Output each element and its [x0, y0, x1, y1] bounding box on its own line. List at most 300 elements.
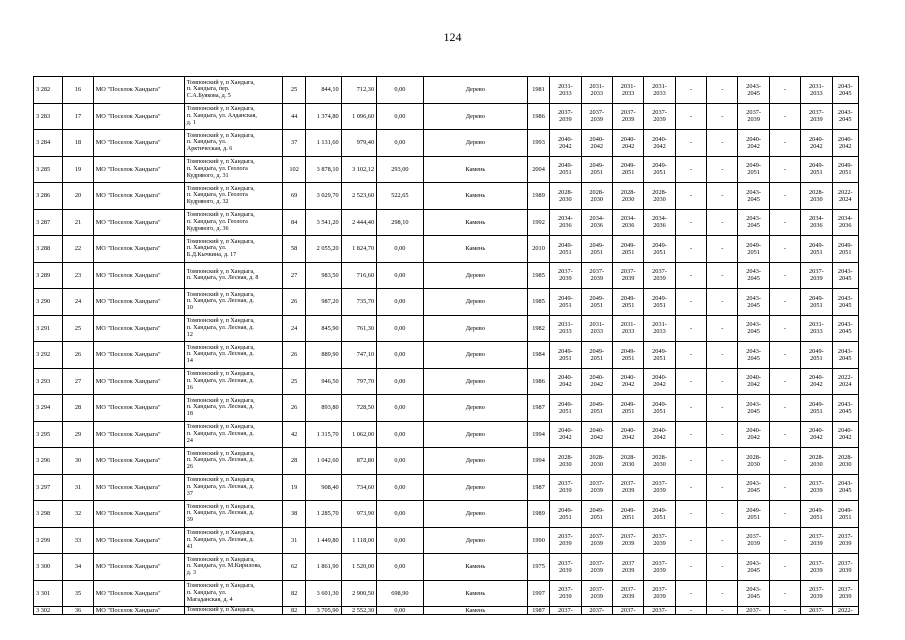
table-cell-mo: МО "Поселок Хандыга"	[93, 130, 184, 157]
table-cell-d2: -	[707, 607, 738, 615]
table-row	[34, 368, 859, 395]
table-cell-p5: 2043- 2045	[738, 209, 769, 236]
table-cell-p3: 2040- 2042	[612, 368, 643, 395]
table-cell-d3: -	[769, 130, 800, 157]
table-cell-mat: Дерево	[423, 448, 527, 475]
table-cell-d3: -	[769, 501, 800, 528]
table-cell-p4: 2028- 2030	[644, 183, 675, 210]
table-cell-p1: 2049- 2051	[550, 289, 581, 316]
table-cell-d2: -	[707, 236, 738, 263]
table-cell-d2: -	[707, 130, 738, 157]
table-cell-id: 3 292	[34, 342, 63, 369]
table-cell-area3: 0,00	[377, 474, 424, 501]
table-cell-d3: -	[769, 474, 800, 501]
table-cell-p2: 2049- 2051	[581, 156, 612, 183]
table-row	[34, 183, 859, 210]
table-cell-p7: 2043- 2045	[832, 289, 858, 316]
table-cell-addr: Томпонский у, п Хандыга, п. Хандыга, ул. Алданская, д. 1	[184, 103, 282, 130]
table-cell-mo: МО "Поселок Хандыга"	[93, 554, 184, 581]
table-cell-p1: 2037- 2039	[550, 474, 581, 501]
table-cell-p4: 2037- 2039	[644, 580, 675, 607]
table-cell-area: 893,80	[306, 395, 341, 422]
table-cell-d2: -	[707, 289, 738, 316]
table-cell-p3: 2034- 2036	[612, 209, 643, 236]
table-cell-p1: 2037-	[550, 607, 581, 615]
table-cell-area3: 0,00	[377, 77, 424, 104]
table-cell-area3: 0,00	[377, 262, 424, 289]
table-cell-addr: Томпонский у, п Хандыга, п. Хандыга, ул. Геолога Кудрявого, д. 36	[184, 209, 282, 236]
table-cell-p7: 2043- 2045	[832, 342, 858, 369]
table-cell-year: 1982	[527, 315, 549, 342]
table-cell-d3: -	[769, 395, 800, 422]
table-cell-d3: -	[769, 342, 800, 369]
table-cell-p3: 2049- 2051	[612, 236, 643, 263]
table-cell-p6: 2040- 2042	[801, 130, 832, 157]
table-cell-p7: 2043- 2045	[832, 103, 858, 130]
table-cell-p7: 2040- 2042	[832, 421, 858, 448]
table-cell-p7: 2049- 2051	[832, 156, 858, 183]
table-cell-area3: 698,90	[377, 580, 424, 607]
table-cell-p5: 2049- 2051	[738, 501, 769, 528]
table-cell-d1: -	[675, 607, 706, 615]
table-cell-p7: 2037- 2039	[832, 580, 858, 607]
table-cell-area2: 2 900,50	[341, 580, 376, 607]
table-cell-mat: Камень	[423, 183, 527, 210]
table-cell-floors: 27	[282, 262, 305, 289]
table-cell-mat: Дерево	[423, 262, 527, 289]
table-cell-p6: 2049- 2051	[801, 395, 832, 422]
table-cell-p5: 2043- 2045	[738, 474, 769, 501]
table-cell-mat: Дерево	[423, 368, 527, 395]
table-cell-mat: Дерево	[423, 103, 527, 130]
table-cell-addr: Томпонский у, п Хандыга, п. Хандыга, ул. Геолога Кудрявого, д. 31	[184, 156, 282, 183]
table-cell-area2: 716,60	[341, 262, 376, 289]
table-cell-id: 3 286	[34, 183, 63, 210]
table-cell-p6: 2049- 2051	[801, 236, 832, 263]
table-cell-addr: Томпонский у, п Хандыга, п. Хандыга, ул. Лесная, д. 12	[184, 315, 282, 342]
table-cell-p1: 2040- 2042	[550, 421, 581, 448]
table-row	[34, 103, 859, 130]
table-row	[34, 342, 859, 369]
table-cell-area: 3 705,90	[306, 607, 341, 615]
table-cell-id: 3 302	[34, 607, 63, 615]
table-cell-year: 1987	[527, 607, 549, 615]
table-cell-area2: 1 824,70	[341, 236, 376, 263]
table-cell-year: 1987	[527, 474, 549, 501]
table-cell-floors: 44	[282, 103, 305, 130]
table-cell-p3: 2040- 2042	[612, 130, 643, 157]
table-cell-area2: 1 118,00	[341, 527, 376, 554]
table-cell-d3: -	[769, 448, 800, 475]
table-cell-floors: 38	[282, 501, 305, 528]
table-cell-floors: 26	[282, 289, 305, 316]
table-cell-year: 1992	[527, 209, 549, 236]
table-cell-area2: 734,60	[341, 474, 376, 501]
table-cell-area2: 3 102,12	[341, 156, 376, 183]
table-cell-year: 1985	[527, 262, 549, 289]
table-cell-p6: 2028- 2030	[801, 448, 832, 475]
table-cell-p2: 2049- 2051	[581, 289, 612, 316]
table-cell-p1: 2037- 2039	[550, 262, 581, 289]
table-cell-id: 3 284	[34, 130, 63, 157]
table-cell-p5: 2028- 2030	[738, 448, 769, 475]
table-cell-d2: -	[707, 103, 738, 130]
table-cell-p4: 2040- 2042	[644, 130, 675, 157]
table-cell-area: 3 878,10	[306, 156, 341, 183]
table-cell-mat: Дерево	[423, 130, 527, 157]
table-cell-p5: 2037-	[738, 607, 769, 615]
table-cell-mo: МО "Поселок Хандыга"	[93, 607, 184, 615]
table-cell-p5: 2040- 2042	[738, 368, 769, 395]
table-cell-p1: 2049- 2051	[550, 156, 581, 183]
table-cell-area3: 0,00	[377, 103, 424, 130]
table-cell-n: 18	[63, 130, 93, 157]
table-cell-d2: -	[707, 77, 738, 104]
table-cell-year: 1975	[527, 554, 549, 581]
table-cell-p4: 2028- 2030	[644, 448, 675, 475]
table-cell-d3: -	[769, 183, 800, 210]
table-cell-n: 21	[63, 209, 93, 236]
table-cell-p2: 2037- 2039	[581, 262, 612, 289]
table-cell-p3: 2037- 2039	[612, 527, 643, 554]
table-cell-addr: Томпонский у, п Хандыга,	[184, 607, 282, 615]
table-cell-p5: 2049- 2051	[738, 236, 769, 263]
table-cell-floors: 82	[282, 607, 305, 615]
table-cell-p1: 2040- 2042	[550, 130, 581, 157]
table-cell-d1: -	[675, 448, 706, 475]
table-cell-mo: МО "Поселок Хандыга"	[93, 156, 184, 183]
table-cell-mat: Камень	[423, 236, 527, 263]
table-cell-d2: -	[707, 262, 738, 289]
table-cell-area3: 0,00	[377, 554, 424, 581]
table-cell-area3: 0,00	[377, 342, 424, 369]
table-cell-n: 35	[63, 580, 93, 607]
table-cell-p3: 2031- 2033	[612, 77, 643, 104]
table-cell-area3: 0,00	[377, 395, 424, 422]
table-row	[34, 130, 859, 157]
table-cell-p5: 2040- 2042	[738, 421, 769, 448]
table-cell-p2: 2031- 2033	[581, 315, 612, 342]
table-cell-area: 3 541,20	[306, 209, 341, 236]
table-cell-p7: 2049- 2051	[832, 501, 858, 528]
table-cell-p3: 2028- 2030	[612, 183, 643, 210]
table-cell-area3: 0,00	[377, 289, 424, 316]
table-cell-addr: Томпонский у, п Хандыга, п. Хандыга, ул. Б.Д.Кычкина, д. 17	[184, 236, 282, 263]
table-cell-area3: 0,00	[377, 607, 424, 615]
table-cell-area2: 2 444,40	[341, 209, 376, 236]
table-cell-mo: МО "Поселок Хандыга"	[93, 315, 184, 342]
table-cell-p4: 2031- 2033	[644, 315, 675, 342]
table-cell-d1: -	[675, 527, 706, 554]
table-cell-area: 3 029,70	[306, 183, 341, 210]
table-cell-p7: 2049- 2051	[832, 236, 858, 263]
table-cell-d3: -	[769, 103, 800, 130]
table-cell-floors: 84	[282, 209, 305, 236]
table-cell-year: 1981	[527, 77, 549, 104]
table-cell-p5: 2043- 2045	[738, 342, 769, 369]
table-cell-mo: МО "Поселок Хандыга"	[93, 77, 184, 104]
table-cell-id: 3 295	[34, 421, 63, 448]
table-cell-n: 30	[63, 448, 93, 475]
table-cell-p6: 2037- 2039	[801, 554, 832, 581]
table-cell-p7: 2037- 2039	[832, 527, 858, 554]
table-cell-year: 1985	[527, 289, 549, 316]
table-cell-p2: 2040- 2042	[581, 421, 612, 448]
table-cell-d3: -	[769, 315, 800, 342]
table-cell-d2: -	[707, 156, 738, 183]
table-cell-mo: МО "Поселок Хандыга"	[93, 527, 184, 554]
table-cell-p3: 2037- 2039	[612, 103, 643, 130]
table-cell-p1: 2037- 2039	[550, 527, 581, 554]
table-cell-p3: 2040- 2042	[612, 421, 643, 448]
table-cell-n: 25	[63, 315, 93, 342]
table-cell-p2: 2028- 2030	[581, 183, 612, 210]
table-cell-area2: 2 552,30	[341, 607, 376, 615]
table-cell-d1: -	[675, 474, 706, 501]
table-row	[34, 421, 859, 448]
table-cell-id: 3 282	[34, 77, 63, 104]
table-cell-d2: -	[707, 315, 738, 342]
table-cell-p7: 2040- 2042	[832, 130, 858, 157]
table-cell-year: 1993	[527, 130, 549, 157]
table-cell-p5: 2043- 2045	[738, 183, 769, 210]
table-cell-floors: 62	[282, 554, 305, 581]
table-cell-p1: 2037- 2039	[550, 103, 581, 130]
table-cell-mat: Дерево	[423, 289, 527, 316]
table-cell-addr: Томпонский у, п Хандыга, п. Хандыга, ул. М.Кирилова, д. 3	[184, 554, 282, 581]
table-row	[34, 554, 859, 581]
table-cell-n: 19	[63, 156, 93, 183]
table-cell-p2: 2031- 2033	[581, 77, 612, 104]
table-cell-addr: Томпонский у, п Хандыга, п. Хандыга, ул. Лесная, д. 37	[184, 474, 282, 501]
table-cell-year: 1994	[527, 421, 549, 448]
table-cell-mat: Дерево	[423, 395, 527, 422]
table-cell-d2: -	[707, 580, 738, 607]
table-cell-p7: 2034- 2036	[832, 209, 858, 236]
table-row	[34, 474, 859, 501]
table-cell-area: 1 042,60	[306, 448, 341, 475]
table-cell-p3: 2049- 2051	[612, 289, 643, 316]
table-cell-area2: 761,30	[341, 315, 376, 342]
table-cell-area2: 973,90	[341, 501, 376, 528]
table-cell-floors: 58	[282, 236, 305, 263]
table-cell-d3: -	[769, 368, 800, 395]
table-cell-p6: 2040- 2042	[801, 368, 832, 395]
table-cell-p6: 2040- 2042	[801, 421, 832, 448]
table-cell-n: 28	[63, 395, 93, 422]
table-cell-mat: Дерево	[423, 501, 527, 528]
table-cell-mo: МО "Поселок Хандыга"	[93, 421, 184, 448]
table-cell-d2: -	[707, 501, 738, 528]
table-cell-d2: -	[707, 554, 738, 581]
table-cell-p7: 2043- 2045	[832, 262, 858, 289]
table-cell-id: 3 297	[34, 474, 63, 501]
table-cell-d3: -	[769, 262, 800, 289]
table-row	[34, 77, 859, 104]
table-cell-area2: 712,30	[341, 77, 376, 104]
table-row	[34, 448, 859, 475]
table-cell-area3: 0,00	[377, 448, 424, 475]
table-cell-p4: 2037- 2039	[644, 103, 675, 130]
table-cell-p5: 2043- 2045	[738, 315, 769, 342]
table-cell-p5: 2040- 2042	[738, 130, 769, 157]
table-cell-d1: -	[675, 289, 706, 316]
table-cell-addr: Томпонский у, п Хандыга, п. Хандыга, ул. Геолога Кудрявого, д. 32	[184, 183, 282, 210]
table-cell-mat: Дерево	[423, 527, 527, 554]
table-cell-p3: 2049- 2051	[612, 501, 643, 528]
table-cell-year: 2004	[527, 156, 549, 183]
table-cell-mat: Камень	[423, 209, 527, 236]
table-cell-p1: 2031- 2033	[550, 77, 581, 104]
table-cell-p1: 2031- 2033	[550, 315, 581, 342]
table-cell-n: 23	[63, 262, 93, 289]
table-cell-id: 3 300	[34, 554, 63, 581]
table-cell-p1: 2028- 2030	[550, 183, 581, 210]
table-cell-p1: 2049- 2051	[550, 342, 581, 369]
table-cell-id: 3 287	[34, 209, 63, 236]
table-cell-floors: 25	[282, 77, 305, 104]
table-cell-n: 27	[63, 368, 93, 395]
table-cell-p1: 2049- 2051	[550, 501, 581, 528]
housing-table	[33, 76, 859, 615]
table-row	[34, 289, 859, 316]
table-cell-floors: 28	[282, 448, 305, 475]
table-cell-p7: 2022- 2024	[832, 368, 858, 395]
table-cell-area: 1 131,60	[306, 130, 341, 157]
table-cell-d1: -	[675, 501, 706, 528]
table-cell-mat: Камень	[423, 580, 527, 607]
table-row	[34, 395, 859, 422]
table-cell-d2: -	[707, 474, 738, 501]
table-cell-p6: 2034- 2036	[801, 209, 832, 236]
table-cell-d1: -	[675, 130, 706, 157]
table-cell-d3: -	[769, 289, 800, 316]
table-cell-area: 844,10	[306, 77, 341, 104]
table-cell-addr: Томпонский у, п Хандыга, п. Хандыга, ул. Лесная, д. 16	[184, 368, 282, 395]
table-cell-p3: 2049- 2051	[612, 342, 643, 369]
table-row	[34, 580, 859, 607]
table-cell-p4: 2049- 2051	[644, 395, 675, 422]
table-cell-id: 3 296	[34, 448, 63, 475]
table-cell-area2: 797,70	[341, 368, 376, 395]
table-cell-year: 1987	[527, 395, 549, 422]
table-cell-p5: 2043- 2045	[738, 262, 769, 289]
table-cell-p2: 2037- 2039	[581, 527, 612, 554]
table-cell-d2: -	[707, 183, 738, 210]
table-cell-d2: -	[707, 209, 738, 236]
table-cell-d1: -	[675, 209, 706, 236]
table-cell-p6: 2049- 2051	[801, 501, 832, 528]
table-cell-floors: 24	[282, 315, 305, 342]
table-cell-d3: -	[769, 527, 800, 554]
table-cell-p7: 2043- 2045	[832, 77, 858, 104]
table-row	[34, 315, 859, 342]
table-cell-area3: 0,00	[377, 130, 424, 157]
table-cell-n: 33	[63, 527, 93, 554]
table-cell-d1: -	[675, 262, 706, 289]
table-cell-p6: 2049- 2051	[801, 342, 832, 369]
table-cell-area2: 1 096,60	[341, 103, 376, 130]
table-cell-d1: -	[675, 315, 706, 342]
table-cell-area: 1 449,80	[306, 527, 341, 554]
table-cell-mo: МО "Поселок Хандыга"	[93, 395, 184, 422]
table-cell-mat: Дерево	[423, 474, 527, 501]
table-cell-area: 889,90	[306, 342, 341, 369]
table-cell-p2: 2037- 2039	[581, 580, 612, 607]
table-cell-area2: 747,10	[341, 342, 376, 369]
table-cell-d1: -	[675, 342, 706, 369]
table-cell-d2: -	[707, 395, 738, 422]
table-cell-p7: 2043- 2045	[832, 395, 858, 422]
table-cell-area2: 735,70	[341, 289, 376, 316]
table-cell-d1: -	[675, 580, 706, 607]
table-cell-p3: 2028- 2030	[612, 448, 643, 475]
table-cell-floors: 102	[282, 156, 305, 183]
table-cell-p4: 2037-	[644, 607, 675, 615]
table-cell-year: 1990	[527, 527, 549, 554]
table-cell-p6: 2031- 2033	[801, 315, 832, 342]
table-cell-p7: 2043- 2045	[832, 474, 858, 501]
table-cell-mat: Дерево	[423, 342, 527, 369]
table-cell-area2: 1 062,00	[341, 421, 376, 448]
table-cell-n: 22	[63, 236, 93, 263]
table-cell-id: 3 299	[34, 527, 63, 554]
table-cell-addr: Томпонский у, п Хандыга, п. Хандыга, ул. Магаданская, д. 4	[184, 580, 282, 607]
table-cell-p2: 2037- 2039	[581, 474, 612, 501]
table-cell-year: 1989	[527, 183, 549, 210]
table-cell-p2: 2040- 2042	[581, 368, 612, 395]
table-row	[34, 262, 859, 289]
table-cell-mat: Дерево	[423, 77, 527, 104]
table-cell-area: 1 285,70	[306, 501, 341, 528]
table-cell-area: 1 315,70	[306, 421, 341, 448]
table-cell-d1: -	[675, 236, 706, 263]
table-cell-n: 24	[63, 289, 93, 316]
table-cell-d1: -	[675, 554, 706, 581]
table-cell-mo: МО "Поселок Хандыга"	[93, 262, 184, 289]
table-cell-d1: -	[675, 421, 706, 448]
table-cell-id: 3 289	[34, 262, 63, 289]
table-cell-d1: -	[675, 395, 706, 422]
table-cell-id: 3 283	[34, 103, 63, 130]
table-cell-id: 3 288	[34, 236, 63, 263]
table-cell-mo: МО "Поселок Хандыга"	[93, 501, 184, 528]
table-cell-area3: 298,10	[377, 209, 424, 236]
table-cell-p5: 2049- 2051	[738, 156, 769, 183]
table-row	[34, 607, 859, 615]
table-cell-p2: 2037- 2039	[581, 103, 612, 130]
table-cell-year: 1986	[527, 368, 549, 395]
table-cell-p2: 2049- 2051	[581, 236, 612, 263]
table-cell-year: 2010	[527, 236, 549, 263]
table-cell-p4: 2040- 2042	[644, 421, 675, 448]
table-cell-addr: Томпонский у, п Хандыга, п. Хандыга, ул. Лесная, д. 14	[184, 342, 282, 369]
table-cell-year: 1984	[527, 342, 549, 369]
table-cell-area2: 872,80	[341, 448, 376, 475]
table-cell-area3: 0,00	[377, 421, 424, 448]
table-cell-floors: 69	[282, 183, 305, 210]
table-cell-n: 29	[63, 421, 93, 448]
table-cell-mo: МО "Поселок Хандыга"	[93, 474, 184, 501]
table-cell-n: 36	[63, 607, 93, 615]
table-cell-year: 1989	[527, 501, 549, 528]
table-cell-area3: 522,65	[377, 183, 424, 210]
table-cell-mo: МО "Поселок Хандыга"	[93, 103, 184, 130]
table-cell-mat: Дерево	[423, 315, 527, 342]
table-cell-addr: Томпонский у, п Хандыга, п. Хандыга, ул. Лесная, д. 8	[184, 262, 282, 289]
table-cell-p6: 2037-	[801, 607, 832, 615]
table-cell-area: 1 374,80	[306, 103, 341, 130]
